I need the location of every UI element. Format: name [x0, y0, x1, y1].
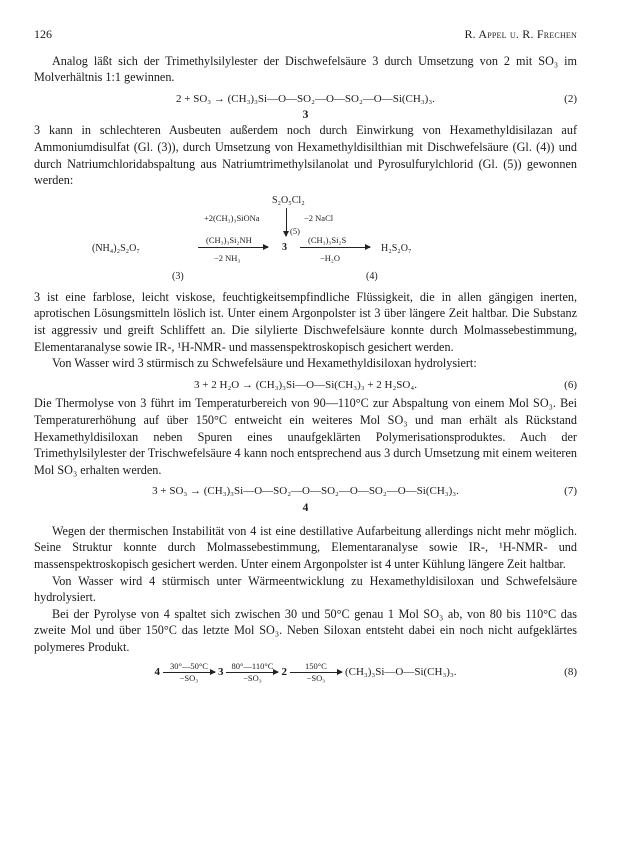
scheme-eq4-label: (4)	[366, 270, 378, 282]
reaction-scheme	[34, 191, 577, 287]
equation-7	[34, 483, 577, 500]
equation-7-text: 3 + SO₃ → (CH₃)₃Si—O—SO₂—O—SO₂—O—SO₂—O—Si(CH₃)₃.	[152, 485, 459, 498]
equation-8-arrow-3	[290, 672, 342, 673]
paragraph-2: 3 kann in schlechteren Ausbeuten außerdem noch durch Einwirkung von Hexamethyldisilazan auf Ammoniumdisulfat (Gl. (3)), durch Umsetzung von Hexamethyldisilthian mit Dischwefelsäure (Gl. (4)) und durch Natriumchloridabspaltung aus Natriumtrimethylsilanolat und Pyrosulfurylchlorid (Gl. (5)) gewonnen werden:	[34, 123, 577, 188]
paragraph-3: 3 ist eine farblose, leicht viskose, feuchtigkeitsempfindliche Flüssigkeit, die in allen gängigen inerten, aprotischen Lösungsmitteln löslich ist. Unter einem Argonpolster ist 3 über längere Zeit haltbar. Die Substanz ist aggressiv und greift Schliffett an. Die silylierte Dischwefelsäure konnte durch Molmassebestimmung, Elementaranalyse sowie IR-, ¹H-NMR- und massenspektroskopisch gesichert werden.	[34, 289, 577, 354]
equation-8-step-2-temp: 80°—110°C	[231, 660, 274, 671]
equation-2	[34, 91, 577, 108]
equation-8-number: (8)	[564, 665, 577, 678]
equation-6-text: 3 + 2 H₂O → (CH₃)₃Si—O—Si(CH₃)₃ + 2 H₂SO₄.	[194, 378, 417, 391]
equation-8-step-2	[226, 662, 278, 683]
page-header	[34, 26, 577, 43]
equation-7-label: 4	[302, 501, 309, 514]
equation-7-number: (7)	[564, 485, 577, 498]
equation-2-number: (2)	[564, 92, 577, 105]
paragraph-8: Bei der Pyrolyse von 4 spaltet sich zwischen 30 und 50°C genau 1 Mol SO₃ ab, von 80 bis 110°C das zweite Mol und über 150°C das letzte Mol SO₃. Neben Siloxan entsteht dabei ein noch nicht aufgeklärtes polymeres Produkt.	[34, 606, 577, 655]
equation-8-arrow-2	[226, 672, 278, 673]
equation-6	[34, 377, 577, 394]
scheme-right-arrow-byproduct: −H₂O	[320, 252, 341, 263]
equation-8-step-1	[163, 662, 215, 683]
equation-2-label: 3	[302, 109, 309, 122]
paragraph-5: Die Thermolyse von 3 führt im Temperaturbereich von 90—110°C zur Abspaltung von einem Mol SO₃. Bei Temperaturerhöhung auf über 150°C entweicht ein weiteres Mol SO₃ und man erhält als Rückstand Hexamethyldisiloxan neben Spuren eines unaufgeklärten Polymerisationsproduktes. Auch der Trimethylsilylester der Trischwefelsäure 4 kann noch entsprechend aus 3 durch Umsetzung mit einem weiteren Mol SO₃ erhalten werden.	[34, 396, 577, 477]
scheme-left-arrow-reagent: (CH₃)₃Si₂NH	[206, 234, 252, 245]
scheme-top-reagent: S₂O₅Cl₂	[272, 194, 305, 206]
scheme-left-arrow	[198, 247, 268, 248]
equation-8-step-2-loss: −SO₃	[243, 672, 262, 683]
equation-8-step-3	[290, 662, 342, 683]
paragraph-4: Von Wasser wird 3 stürmisch zu Schwefelsäure und Hexamethyldisiloxan hydrolysiert:	[52, 356, 477, 371]
paragraph-1: Analog läßt sich der Trimethylsilylester der Dischwefelsäure 3 durch Umsetzung von 2 mit SO₃ im Molverhältnis 1:1 gewinnen.	[34, 53, 577, 85]
equation-6-number: (6)	[564, 378, 577, 391]
scheme-top-right-reagent: −2 NaCl	[304, 212, 334, 223]
scheme-center-compound: 3	[282, 241, 287, 253]
scheme-right-compound: H₂S₂O₇	[381, 242, 412, 254]
equation-8-compound-4: 4	[154, 665, 160, 678]
scheme-down-arrow	[286, 208, 287, 236]
scheme-top-left-reagent: +2(CH₃)₃SiONa	[204, 212, 260, 223]
running-title: R. Appel u. R. Frechen	[464, 27, 577, 41]
equation-8-product: (CH₃)₃Si—O—Si(CH₃)₃.	[344, 665, 457, 678]
equation-8-step-3-loss: −SO₃	[306, 672, 326, 683]
scheme-left-compound: (NH₄)₂S₂O₇	[92, 242, 140, 254]
scheme-eq3-label: (3)	[172, 270, 184, 282]
paragraph-7: Von Wasser wird 4 stürmisch unter Wärmeentwicklung zu Hexamethyldisiloxan und Schwefelsäure hydrolysiert.	[34, 573, 577, 605]
equation-8-compound-3: 3	[217, 665, 224, 678]
equation-8-compound-2: 2	[281, 665, 287, 678]
scheme-eq5-label: (5)	[290, 225, 300, 236]
equation-8-step-3-temp: 150°C	[305, 660, 327, 671]
equation-8-arrow-1	[163, 672, 215, 673]
equation-2-text: 2 + SO₃ → (CH₃)₃Si—O—SO₂—O—SO₂—O—Si(CH₃)₃.	[176, 92, 435, 105]
page-number: 126	[34, 27, 52, 41]
equation-8	[34, 662, 577, 683]
scheme-right-arrow-reagent: (CH₃)₃Si₂S	[308, 234, 347, 245]
paragraph-6: Wegen der thermischen Instabilität von 4 ist eine destillative Aufarbeitung allerdings nicht mehr möglich. Seine Struktur konnte durch Molmassebestimmung, Elementaranalyse sowie IR-, ¹H-NMR- und massenspektroskopisch gesichert werden. Unter einem Argonpolster ist 4 unter Kühlung längere Zeit haltbar.	[34, 523, 577, 572]
equation-8-step-1-loss: −SO₃	[179, 672, 199, 683]
equation-8-step-1-temp: 30°—50°C	[169, 660, 208, 671]
scheme-left-arrow-byproduct: −2 NH₃	[214, 252, 241, 263]
